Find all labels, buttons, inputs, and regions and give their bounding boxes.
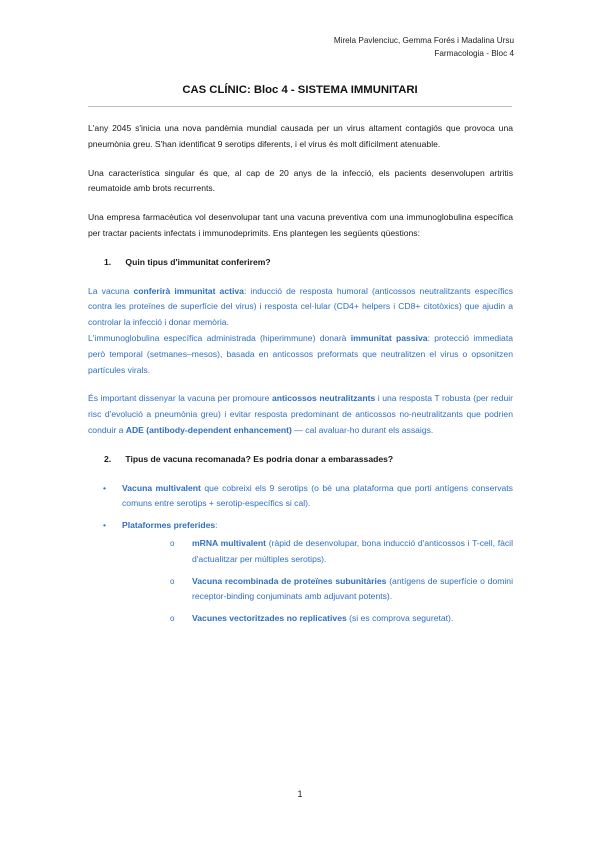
header-authors: Mirela Pavlenciuc, Gemma Forés i Madalina Ursu [333,36,514,45]
intro-paragraph-3: Una empresa farmacèutica vol desenvolupar tant una vacuna preventiva com una immunoglobulina específica per tractar pacients infectats i immunodeprimits. Ens plantegen les següents qüestions: [88,212,513,238]
document-title: CAS CLÍNIC: Bloc 4 - SISTEMA IMMUNITARI [182,84,418,96]
header-course: Farmacologia - Bloc 4 [434,49,514,58]
hollow-bullet-icon: o [170,614,175,624]
page-header [334,34,514,60]
answer-1-paragraph-1: La vacuna conferirà immunitat activa: inducció de resposta humoral (anticossos neutralitzants específics contra les proteïnes de superfície del virus) i resposta cel·lular (CD4+ helpers i CD8+ citotòxics) que ajudin a controlar la infecció i donar memòria. [88,285,513,328]
title-divider [88,106,512,107]
sublist-item: o Vacunes vectoritzades no replicatives (si es comprova seguretat). [156,611,513,627]
highlight-immunitat-passiva: immunitat passiva [350,332,428,343]
question-2-number: 2. [104,453,112,464]
list-item: • Vacuna multivalent que cobreixi els 9 serotips (o bé una plataforma que porti antígens conservats comuns entre serotips + serotip-específics si cal). [103,482,513,509]
answer-2-list [88,481,513,627]
bullet-icon: • [103,520,107,531]
question-1-number: 1. [104,256,112,267]
question-1-text: Quin tipus d'immunitat conferirem? [125,256,271,267]
sublist-item: o Vacuna recombinada de proteïnes subunitàries (antígens de superfície o domini receptor-binding conjuminats amb adjuvant potents). [170,575,513,602]
question-2-text: Tipus de vacuna recomanada? Es podria donar a embarassades? [125,453,394,464]
intro-paragraph-2: Una característica singular és que, al cap de 20 anys de la infecció, els pacients desenvolupen artritis reumatoide amb brots recurrents. [88,167,513,194]
list-item: • Plataformes preferides: o mRNA multivalent (ràpid de desenvolupar, bona inducció d'anticossos i T-cell, fàcil d'actualitzar per múltiples serotips). o Vacuna recombinada de proteïnes subunitàries (antígens de superfície o domini receptor-binding conjuminats amb adjuvant potents). o Vacunes vectoritzades no replicatives (si es comprova seguretat). [88,518,513,627]
sublist-item: o mRNA multivalent (ràpid de desenvolupar, bona inducció d'anticossos i T-cell, fàcil d'actualitzar per múltiples serotips). [170,537,513,564]
question-2-heading [88,452,513,468]
highlight-anticossos-neutralitzants: anticossos neutralitzants [271,393,376,404]
highlight-immunitat-activa: conferirà immunitat activa [133,285,244,296]
hollow-bullet-icon: o [170,576,175,586]
answer-1-paragraph-3: És important dissenyar la vacuna per promoure anticossos neutralitzants i una resposta T robusta (per reduir risc d'evolució a pneumònia greu) i evitar resposta predominant de anticossos no-neutralitzants que podrien conduir a ADE (antibody-dependent enhancement) — cal avaluar-ho durant els assaigs. [88,393,513,435]
hollow-bullet-icon: o [170,538,175,548]
platform-sublist [122,536,513,627]
intro-paragraph-1: L'any 2045 s'inicia una nova pandèmia mundial causada per un virus altament contagiós que provoca una pneumònia greu. S'han identificat 9 serotips diferents, i el virus és molt difícilment atenuable. [88,123,513,149]
bullet-icon: • [103,482,107,493]
answer-1-paragraph-2: L'immunoglobulina específica administrada (hiperimmune) donarà immunitat passiva: protecció immediata però temporal (setmanes–mesos), basada en anticossos preformats que neutralitzen el virus o opsonitzen partícules virals. [88,332,513,375]
page-number: 1 [297,789,303,799]
highlight-ade: ADE (antibody-dependent enhancement) [125,424,292,435]
question-1-heading [88,255,513,271]
document-body [88,121,513,633]
